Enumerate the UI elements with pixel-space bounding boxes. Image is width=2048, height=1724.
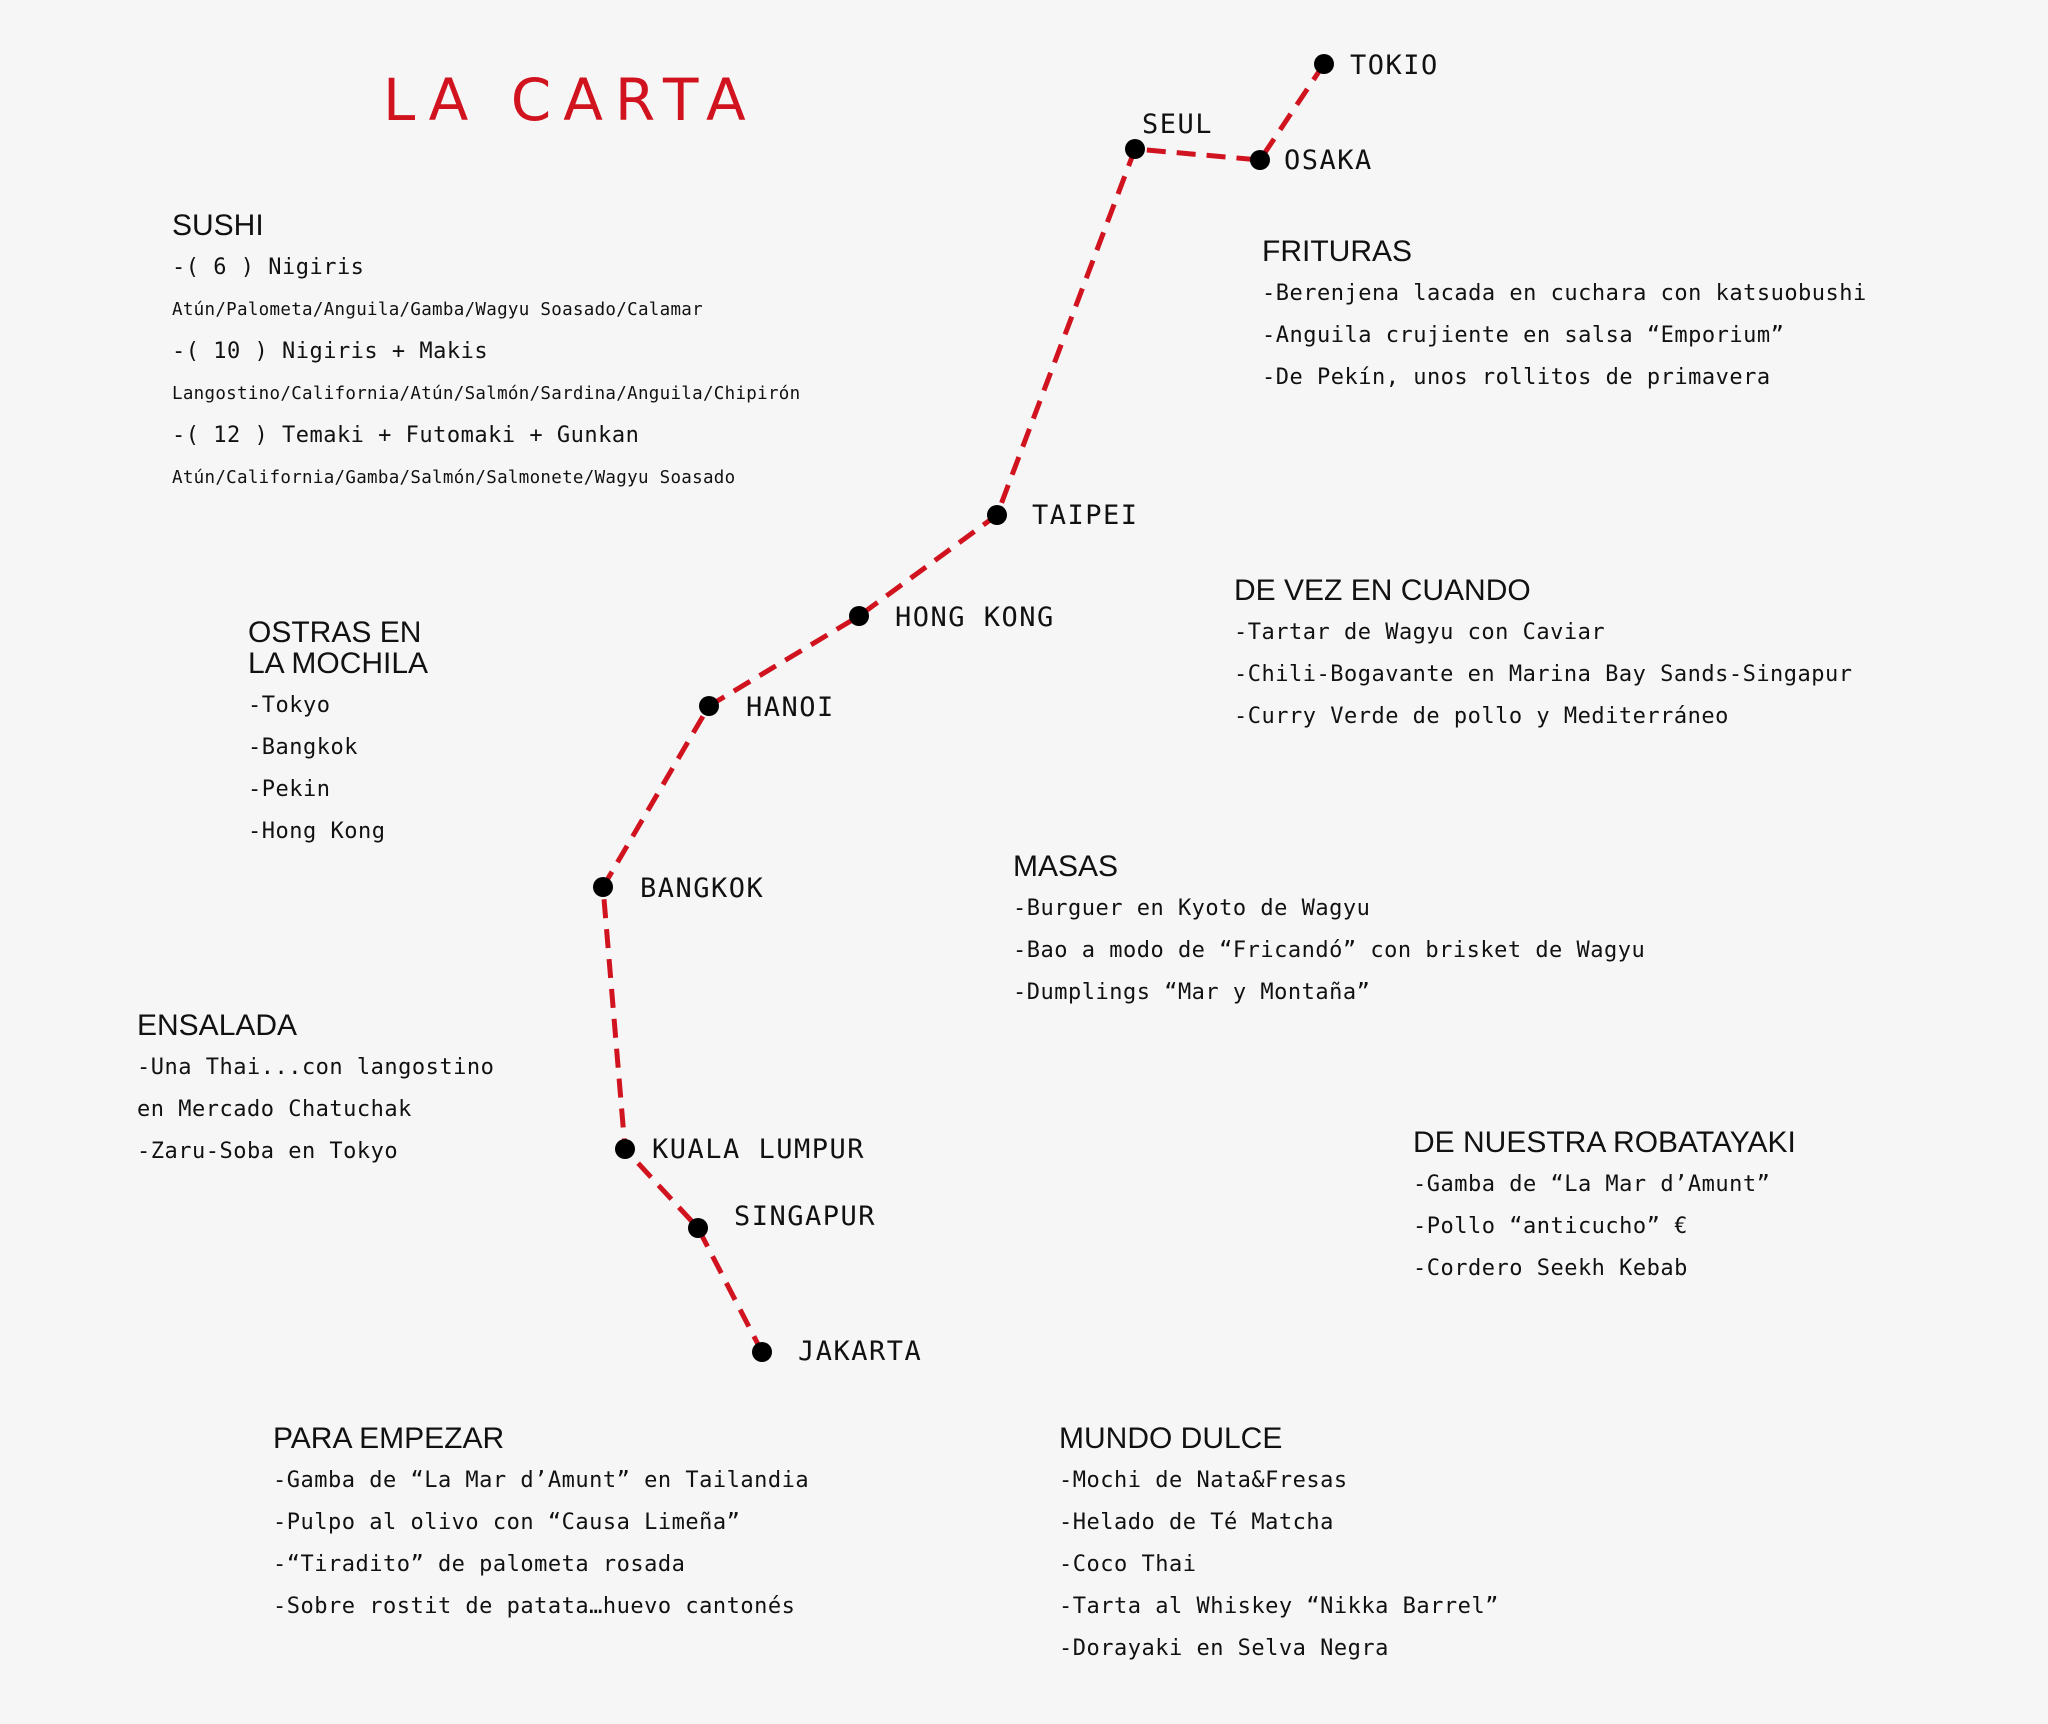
menu-item: -Helado de Té Matcha (1059, 1510, 1334, 1535)
menu-item-detail: Langostino/California/Atún/Salmón/Sardina/Anguila/Chipirón (172, 384, 801, 404)
menu-item: -Mochi de Nata&Fresas (1059, 1468, 1348, 1493)
menu-item: -Curry Verde de pollo y Mediterráneo (1234, 704, 1729, 729)
city-label-osaka: OSAKA (1284, 145, 1373, 176)
menu-item: -Anguila crujiente en salsa “Emporium” (1262, 323, 1785, 348)
menu-item: -Cordero Seekh Kebab (1413, 1256, 1688, 1281)
city-label-seul: SEUL (1142, 109, 1214, 140)
menu-item: -Tokyo (248, 693, 331, 718)
section-heading: PARA EMPEZAR (273, 1422, 505, 1455)
section-heading: DE NUESTRA ROBATAYAKI (1413, 1126, 1796, 1159)
menu-item: -Una Thai...con langostino (137, 1055, 495, 1080)
route-stop-tokio (1314, 54, 1334, 74)
menu-item: -Gamba de “La Mar d’Amunt” (1413, 1172, 1771, 1197)
route-stop-hanoi (699, 696, 719, 716)
menu-item: -Gamba de “La Mar d’Amunt” en Tailandia (273, 1468, 810, 1493)
city-label-taipei: TAIPEI (1032, 500, 1139, 531)
section-de-vez-en-cuando (1234, 575, 1853, 738)
section-ensalada (137, 1010, 494, 1173)
menu-item: -Sobre rostit de patata…huevo cantonés (273, 1594, 796, 1619)
menu-item: -Berenjena lacada en cuchara con katsuobushi (1262, 281, 1867, 306)
section-frituras (1262, 236, 1867, 399)
city-label-hanoi: HANOI (746, 692, 835, 723)
menu-item: -Chili-Bogavante en Marina Bay Sands-Singapur (1234, 662, 1853, 687)
section-sushi (172, 210, 800, 499)
menu-item: -Burguer en Kyoto de Wagyu (1013, 896, 1371, 921)
route-stop-hong-kong (849, 606, 869, 626)
section-heading: MASAS (1013, 850, 1119, 883)
menu-item: -( 6 ) Nigiris (172, 255, 365, 280)
route-stop-seul (1125, 139, 1145, 159)
menu-item: -Tartar de Wagyu con Caviar (1234, 620, 1606, 645)
menu-item: en Mercado Chatuchak (137, 1097, 412, 1122)
city-label-jakarta: JAKARTA (798, 1336, 923, 1367)
menu-item: -De Pekín, unos rollitos de primavera (1262, 365, 1771, 390)
route-stop-jakarta (752, 1342, 772, 1362)
section-robatayaki (1413, 1127, 1796, 1290)
route-stop-kuala-lumpur (615, 1139, 635, 1159)
route-stop-osaka (1250, 150, 1270, 170)
section-heading: SUSHI (172, 209, 264, 242)
section-heading: FRITURAS (1262, 235, 1412, 268)
route-stop-singapur (688, 1218, 708, 1238)
menu-item-detail: Atún/Palometa/Anguila/Gamba/Wagyu Soasado/Calamar (172, 300, 703, 320)
section-para-empezar (273, 1423, 809, 1628)
menu-item: -Pulpo al olivo con “Causa Limeña” (273, 1510, 741, 1535)
menu-item: -Dorayaki en Selva Negra (1059, 1636, 1389, 1661)
menu-item: -( 10 ) Nigiris + Makis (172, 339, 489, 364)
city-label-singapur: SINGAPUR (734, 1201, 877, 1232)
menu-item: -“Tiradito” de palometa rosada (273, 1552, 686, 1577)
menu-item: -Bao a modo de “Fricandó” con brisket de Wagyu (1013, 938, 1646, 963)
section-heading: MUNDO DULCE (1059, 1422, 1283, 1455)
page-title: LA CARTA (383, 66, 758, 134)
section-masas (1013, 851, 1645, 1014)
city-label-bangkok: BANGKOK (640, 873, 765, 904)
menu-item: -Dumplings “Mar y Montaña” (1013, 980, 1371, 1005)
section-ostras (248, 617, 448, 853)
city-label-tokio: TOKIO (1350, 50, 1439, 81)
menu-item: -Tarta al Whiskey “Nikka Barrel” (1059, 1594, 1499, 1619)
section-heading: OSTRAS EN LA MOCHILA (248, 616, 429, 680)
menu-item: -( 12 ) Temaki + Futomaki + Gunkan (172, 423, 640, 448)
menu-item: -Pollo “anticucho” € (1413, 1214, 1688, 1239)
menu-item: -Hong Kong (248, 819, 386, 844)
city-label-kuala-lumpur: KUALA LUMPUR (652, 1134, 866, 1165)
route-stop-bangkok (593, 877, 613, 897)
menu-item: -Zaru-Soba en Tokyo (137, 1139, 399, 1164)
city-label-hong-kong: HONG KONG (895, 602, 1055, 633)
menu-item: -Bangkok (248, 735, 358, 760)
menu-item: -Coco Thai (1059, 1552, 1197, 1577)
menu-item-detail: Atún/California/Gamba/Salmón/Salmonete/Wagyu Soasado (172, 468, 736, 488)
section-mundo-dulce (1059, 1423, 1499, 1670)
section-heading: ENSALADA (137, 1009, 298, 1042)
section-heading: DE VEZ EN CUANDO (1234, 574, 1531, 607)
route-stop-taipei (987, 505, 1007, 525)
menu-item: -Pekin (248, 777, 331, 802)
